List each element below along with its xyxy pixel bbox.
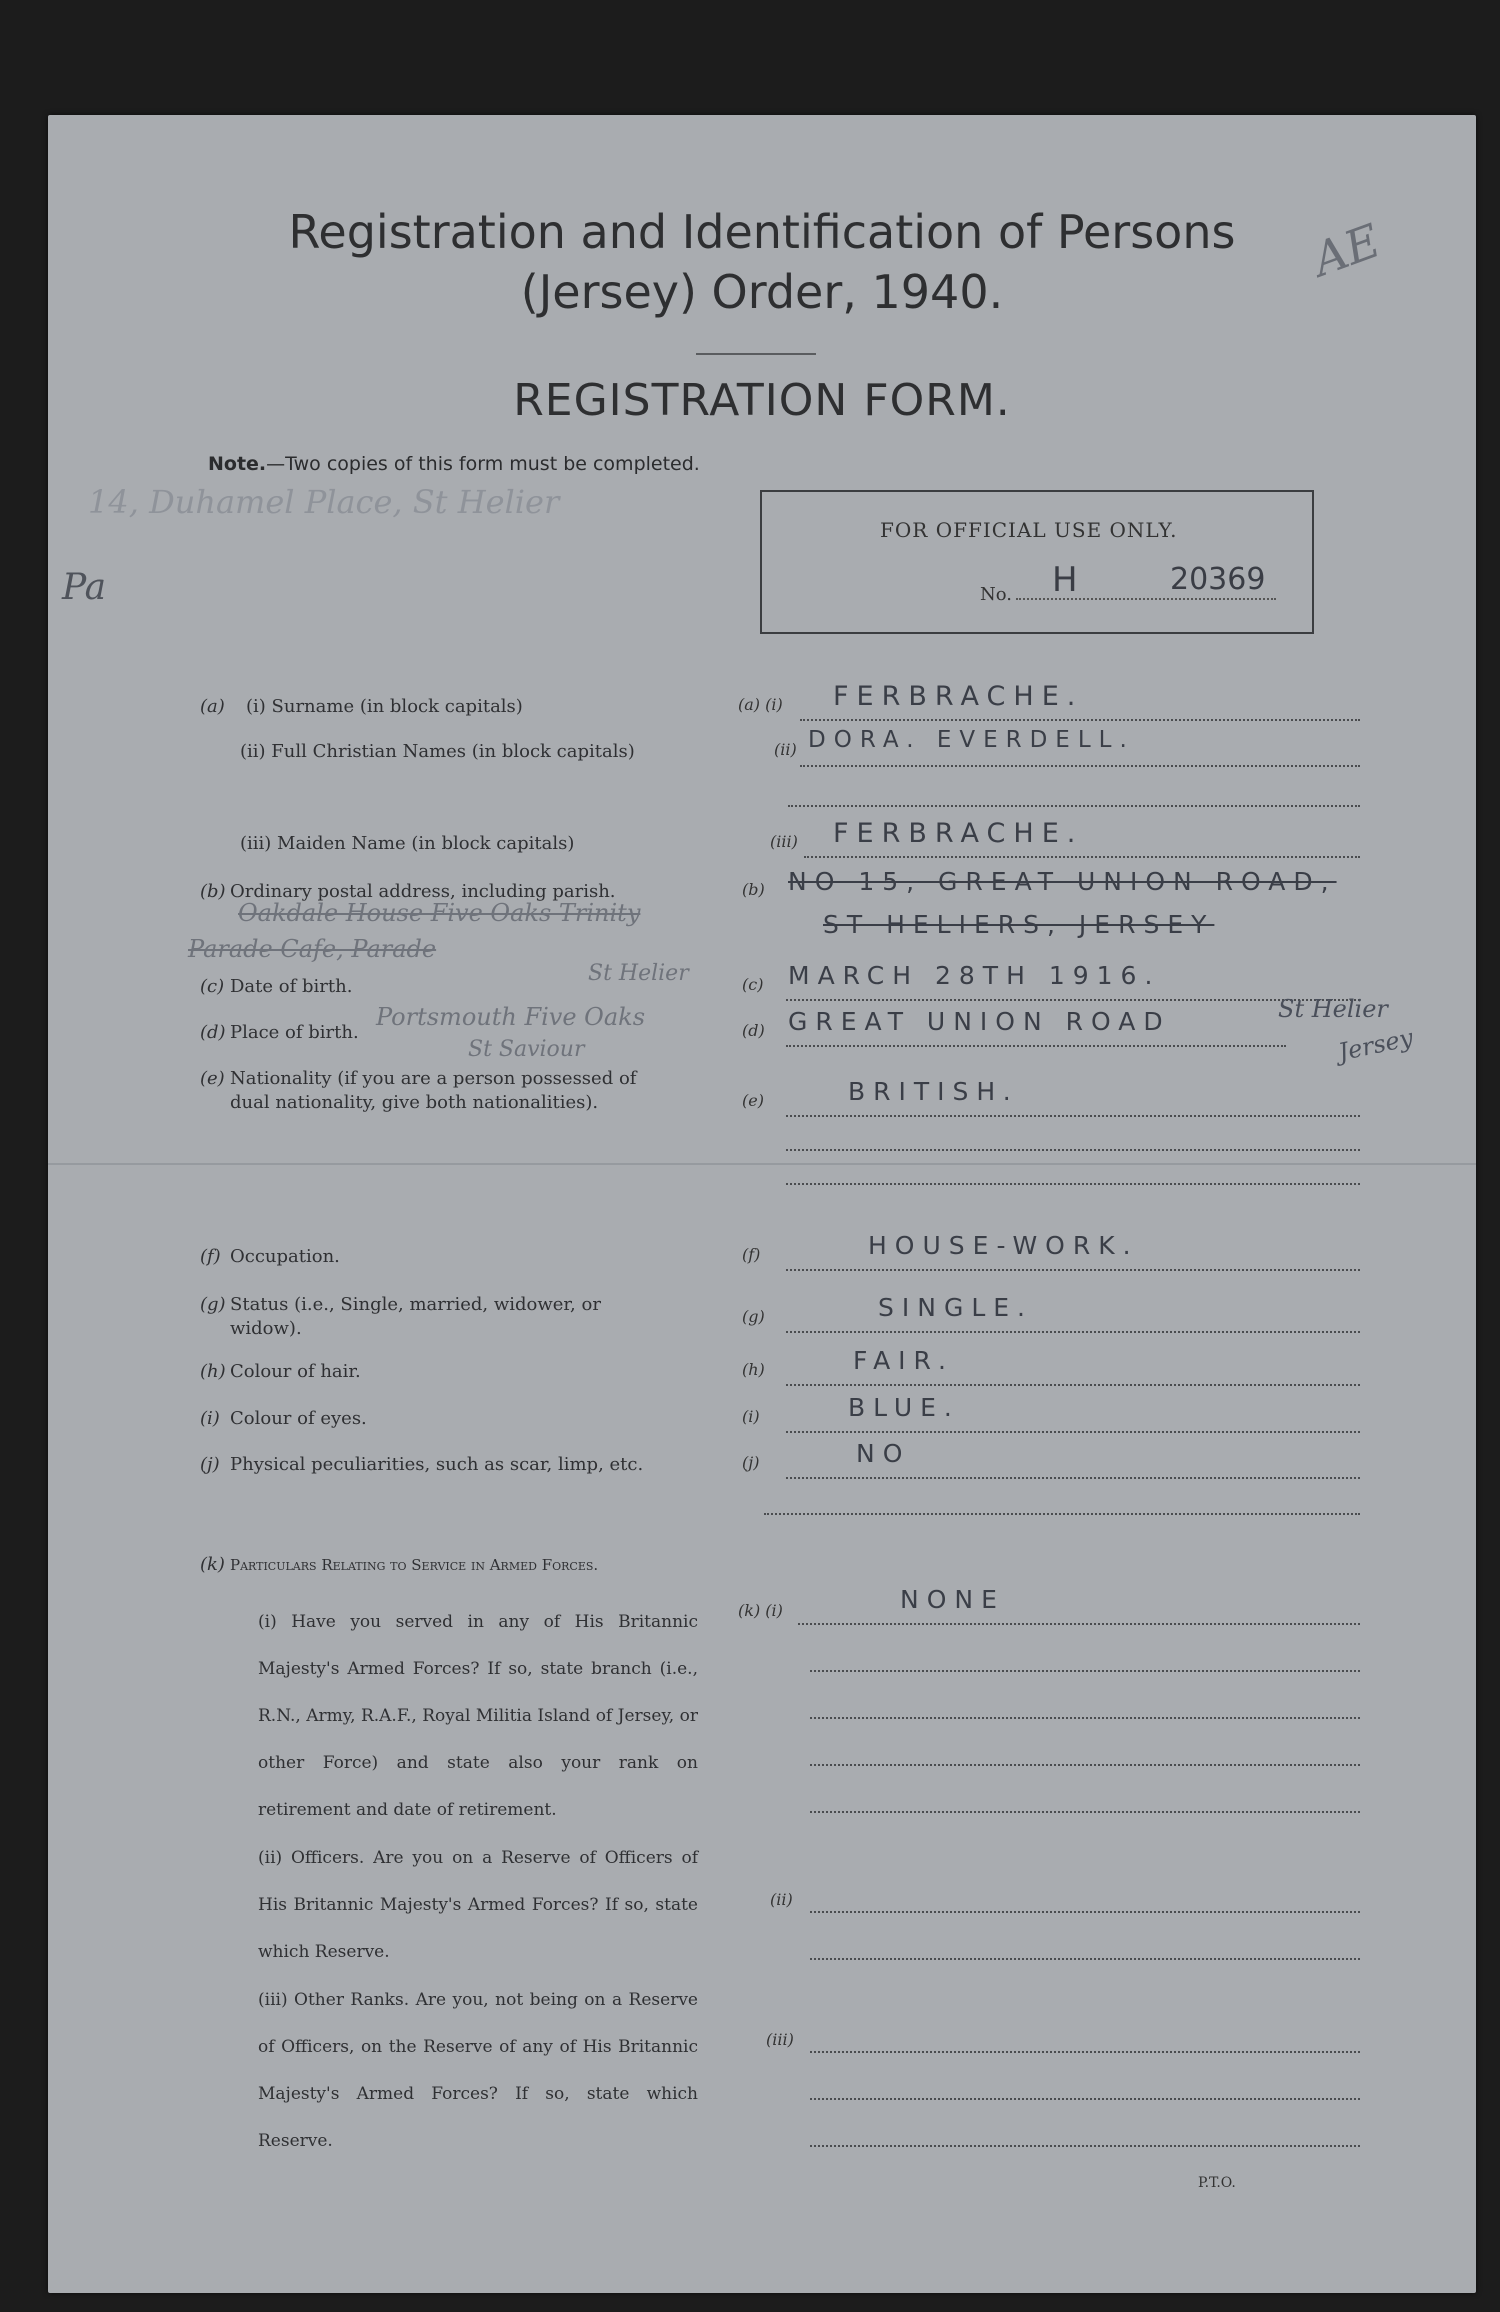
field-g-label: (g)	[200, 1294, 226, 1315]
answer-k-ii-line1	[810, 1911, 1360, 1913]
answer-a-i-line	[800, 719, 1360, 721]
answer-k-iii-line3	[810, 2145, 1360, 2147]
answer-peculiarities: NO	[856, 1439, 911, 1468]
field-h-label: (h)	[200, 1361, 226, 1382]
answer-a-iii-marker: (iii)	[770, 832, 798, 851]
answer-date-of-birth: MARCH 28TH 1916.	[788, 961, 1161, 990]
address-correction-line1: Oakdale House Five Oaks Trinity	[238, 899, 641, 927]
nationality-label: Nationality (if you are a person possessed of dual nationality, give both nationalities).	[230, 1068, 637, 1113]
answer-h-marker: (h)	[742, 1360, 765, 1379]
answer-k-ii-marker: (ii)	[770, 1890, 793, 1909]
armed-forces-q2: (ii) Officers. Are you on a Reserve of Officers of His Britannic Majesty's Armed Forces? If so, state which Reserve.	[258, 1848, 698, 1962]
note-text: —Two copies of this form must be completed.	[266, 453, 700, 475]
field-j-label: (j)	[200, 1454, 220, 1475]
field-c-label: (c)	[200, 976, 225, 997]
surname-label: (i) Surname (in block capitals)	[246, 696, 523, 717]
answer-c-line	[786, 999, 1360, 1001]
peculiarities-label: Physical peculiarities, such as scar, limp, etc.	[230, 1454, 644, 1475]
answer-eye-colour: BLUE.	[848, 1393, 960, 1422]
answer-address-line2: ST HELIERS, JERSEY	[823, 910, 1215, 939]
answer-e-line	[786, 1115, 1360, 1117]
answer-status: SINGLE.	[878, 1293, 1033, 1322]
answer-e-line3	[786, 1183, 1360, 1185]
answer-a-ii-line2	[788, 805, 1360, 807]
answer-k-iii-marker: (iii)	[766, 2030, 794, 2049]
place-of-birth-addition1: St Helier	[1278, 995, 1388, 1023]
status-label: Status (i.e., Single, married, widower, or widow).	[230, 1294, 601, 1339]
place-correction-line1: Portsmouth Five Oaks	[376, 1003, 646, 1031]
form-title: REGISTRATION FORM.	[513, 375, 1011, 426]
answer-g-line	[786, 1331, 1360, 1333]
answer-g-marker: (g)	[742, 1307, 765, 1326]
date-of-birth-label: Date of birth.	[230, 976, 353, 997]
place-of-birth-label: Place of birth.	[230, 1022, 359, 1043]
answer-e-line2	[786, 1149, 1360, 1151]
answer-i-marker: (i)	[742, 1407, 760, 1426]
answer-occupation: HOUSE-WORK.	[868, 1231, 1139, 1260]
registration-no-label: No.	[980, 584, 1012, 605]
armed-forces-q1: (i) Have you served in any of His Britannic Majesty's Armed Forces? If so, state branch (i.e., R.N., Army, R.A.F., Royal Militia Island of Jersey, or other Force) and state also your rank on retirement and date of retirement.	[258, 1612, 698, 1820]
registration-form-paper	[48, 115, 1476, 2293]
answer-k-i-line4	[810, 1764, 1360, 1766]
answer-i-line	[786, 1431, 1360, 1433]
answer-k-i-marker: (k) (i)	[738, 1601, 783, 1620]
answer-h-line	[786, 1384, 1360, 1386]
field-k-label: (k)	[200, 1554, 225, 1575]
field-a-label: (a)	[200, 696, 225, 717]
answer-maiden-name: FERBRACHE.	[833, 818, 1084, 849]
field-b-label: (b)	[200, 881, 226, 902]
answer-k-i-line3	[810, 1717, 1360, 1719]
answer-k-i-line1	[798, 1623, 1360, 1625]
answer-surname: FERBRACHE.	[833, 681, 1084, 712]
occupation-label: Occupation.	[230, 1246, 340, 1267]
answer-b-marker: (b)	[742, 880, 765, 899]
eye-colour-label: Colour of eyes.	[230, 1408, 367, 1429]
answer-d-line	[786, 1045, 1286, 1047]
place-correction-line2: St Saviour	[468, 1037, 585, 1062]
birth-date-correction: St Helier	[588, 961, 689, 986]
field-e-label: (e)	[200, 1068, 225, 1089]
answer-nationality: BRITISH.	[848, 1077, 1019, 1106]
maiden-name-label: (iii) Maiden Name (in block capitals)	[240, 833, 575, 854]
pencil-mark: Pa	[62, 567, 107, 608]
answer-k-i-line2	[810, 1670, 1360, 1672]
answer-j-line2	[764, 1513, 1360, 1515]
answer-k-ii-line2	[810, 1958, 1360, 1960]
answer-d-marker: (d)	[742, 1021, 765, 1040]
field-f-label: (f)	[200, 1246, 221, 1267]
title-divider	[696, 353, 816, 355]
answer-c-marker: (c)	[742, 975, 764, 994]
armed-forces-heading: Particulars Relating to Service in Armed Forces.	[230, 1556, 599, 1574]
address-correction-line2: Parade Cafe, Parade	[188, 935, 437, 963]
armed-forces-q3: (iii) Other Ranks. Are you, not being on a Reserve of Officers, on the Reserve of any of His Britannic Majesty's Armed Forces? If so, state which Reserve.	[258, 1990, 698, 2151]
answer-k-iii-line1	[810, 2051, 1360, 2053]
document-title-line2: (Jersey) Order, 1940.	[520, 265, 1004, 319]
registration-letter: H	[1052, 560, 1078, 600]
answer-a-iii-line	[804, 856, 1360, 858]
answer-address-line1: NO 15, GREAT UNION ROAD,	[788, 867, 1337, 896]
answer-j-marker: (j)	[742, 1453, 760, 1472]
official-use-box	[760, 490, 1314, 634]
answer-j-line	[786, 1477, 1360, 1479]
answer-a-i-marker: (a) (i)	[738, 695, 783, 714]
pencil-address-annotation: 14, Duhamel Place, St Helier	[88, 483, 560, 521]
answer-armed-forces: NONE	[900, 1585, 1005, 1614]
answer-f-marker: (f)	[742, 1245, 761, 1264]
field-d-label: (d)	[200, 1022, 226, 1043]
answer-christian-names: DORA. EVERDELL.	[808, 727, 1135, 753]
christian-names-label: (ii) Full Christian Names (in block capitals)	[240, 741, 635, 762]
form-note	[208, 453, 700, 475]
pto-label: P.T.O.	[1198, 2175, 1236, 2191]
answer-hair-colour: FAIR.	[853, 1346, 954, 1375]
answer-place-of-birth: GREAT UNION ROAD	[788, 1007, 1171, 1036]
initials-mark: AE	[1305, 213, 1388, 287]
field-i-label: (i)	[200, 1408, 220, 1429]
place-of-birth-addition2: Jersey	[1335, 1023, 1416, 1067]
address-label: Ordinary postal address, including parish.	[230, 881, 616, 902]
registration-number: 20369	[1170, 562, 1266, 597]
document-title-line1: Registration and Identification of Persons	[288, 205, 1236, 259]
answer-f-line	[786, 1269, 1360, 1271]
answer-a-ii-line	[800, 765, 1360, 767]
hair-colour-label: Colour of hair.	[230, 1361, 361, 1382]
answer-a-ii-marker: (ii)	[774, 740, 797, 759]
answer-e-marker: (e)	[742, 1091, 764, 1110]
official-use-label: FOR OFFICIAL USE ONLY.	[880, 518, 1178, 542]
answer-k-iii-line2	[810, 2098, 1360, 2100]
note-prefix: Note.	[208, 453, 267, 475]
answer-k-i-line5	[810, 1811, 1360, 1813]
